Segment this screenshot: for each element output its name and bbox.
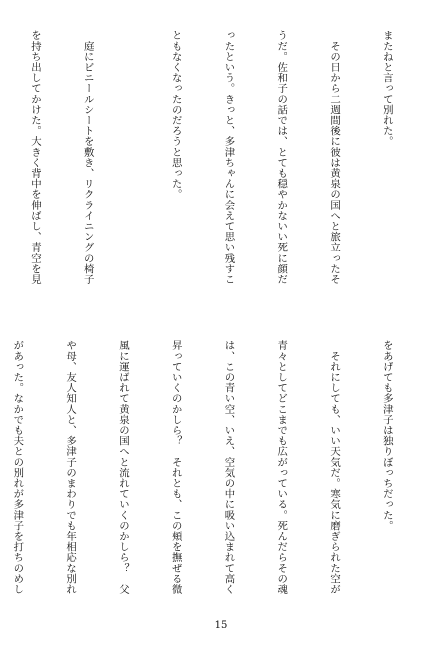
- text-column: があった。なかでも夫との別れが多津子を打ちのめし: [11, 340, 24, 595]
- text-column: を持ち出してかけた。大きく背中を伸ばし、青空を見: [28, 30, 41, 285]
- text-column: またねと言って別れた。: [380, 30, 393, 147]
- text-column: をあげても多津子は独りぼっちだった。: [380, 340, 393, 531]
- text-column: 風に運ばれて黄泉の国へと流れていくのかしら？ 父: [116, 340, 129, 595]
- text-column: うだ。佐和子の話では、とても穏やかないい死に顔だ: [275, 30, 288, 285]
- text-block-bottom: [0, 340, 430, 600]
- text-block-top: [0, 30, 430, 300]
- text-column: や母、友人知人と、多津子のまわりでも年相応な別れ: [64, 340, 77, 595]
- text-column: その日から二週間後に彼は黄泉の国へと旅立ったそ: [328, 30, 341, 285]
- text-column: ったという。きっと、多津ちゃんに会えて思い残すこ: [222, 30, 235, 285]
- text-column: 青々としてどこまでも広がっている。死んだらその魂: [275, 340, 288, 595]
- text-column: ともなくなったのだろうと思った。: [169, 30, 182, 200]
- text-column: 庭にビニールシートを敷き、リクライニングの椅子: [81, 30, 94, 285]
- text-column: は、この青い空、いえ、空気の中に吸い込まれて高く: [222, 340, 235, 595]
- page-number: 15: [214, 620, 228, 631]
- text-column: 昇っていくのかしら？ それとも、この頬を撫ぜる微: [169, 340, 182, 595]
- text-column: それにしても、いい天気だ。寒気に磨ぎられた空が: [328, 340, 341, 595]
